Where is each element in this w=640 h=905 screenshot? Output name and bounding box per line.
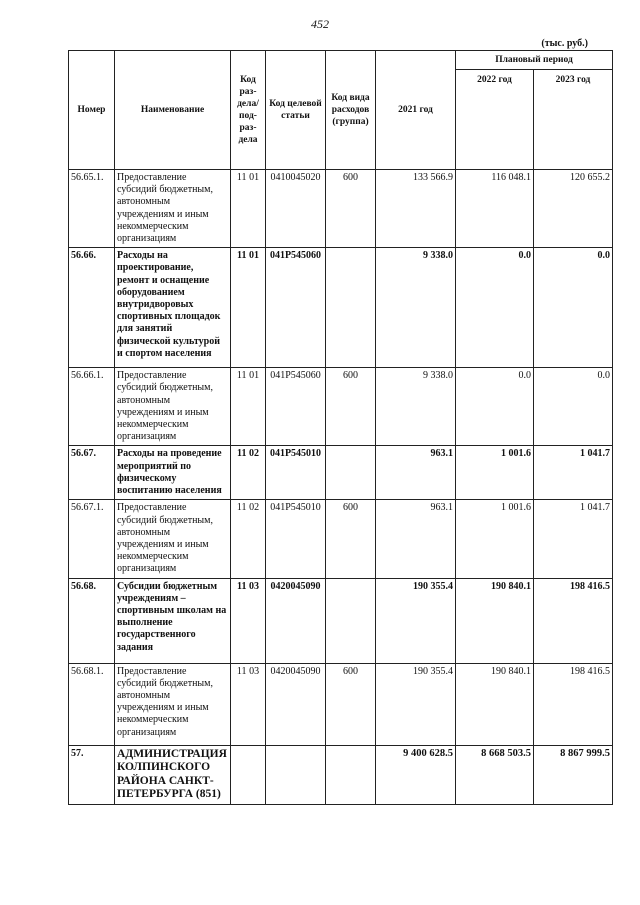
row-value-2022: 8 668 503.5 <box>456 745 534 804</box>
row-target-code <box>266 745 326 804</box>
header-planned-period: Плановый период <box>456 51 613 70</box>
row-name: Предоставление субсидий бюджетным, автономным учреждениям и иным некоммерческим организациям <box>115 500 231 578</box>
row-expense-code: 600 <box>326 500 376 578</box>
table-row <box>69 170 613 248</box>
row-value-2021: 9 338.0 <box>376 248 456 368</box>
row-target-code: 041P545060 <box>266 248 326 368</box>
row-number: 56.68. <box>69 578 115 663</box>
row-target-code: 041P545010 <box>266 446 326 500</box>
row-name: АДМИНИСТРАЦИЯ КОЛПИНСКОГО РАЙОНА САНКТ-ПЕТЕРБУРГА (851) <box>115 745 231 804</box>
row-value-2023: 198 416.5 <box>534 578 613 663</box>
row-subsection: 03 <box>249 665 260 677</box>
row-section-code <box>231 745 266 804</box>
row-value-2021: 190 355.4 <box>376 663 456 745</box>
row-section: 11 <box>237 580 247 592</box>
row-value-2021: 9 338.0 <box>376 368 456 446</box>
row-section: 11 <box>237 250 247 262</box>
row-subsection: 02 <box>249 502 260 514</box>
row-number: 56.67. <box>69 446 115 500</box>
table-body <box>69 170 613 805</box>
row-target-code: 0410045020 <box>266 170 326 248</box>
header-expense-type-code: Код вида расходов (группа) <box>326 51 376 170</box>
row-value-2022: 190 840.1 <box>456 663 534 745</box>
row-section-code <box>231 500 266 578</box>
row-section: 11 <box>236 172 247 183</box>
row-name: Расходы на проектирование, ремонт и оснащение оборудованием внутридворовых спортивных площадок для занятий физической культурой и спортом населения <box>115 248 231 368</box>
row-expense-code: 600 <box>326 663 376 745</box>
row-subsection: 01 <box>249 370 260 382</box>
row-value-2022: 1 001.6 <box>456 446 534 500</box>
row-value-2022: 190 840.1 <box>456 578 534 663</box>
row-value-2023: 1 041.7 <box>534 446 613 500</box>
row-expense-code <box>326 446 376 500</box>
row-value-2023: 120 655.2 <box>534 170 613 248</box>
row-value-2022: 0.0 <box>456 248 534 368</box>
row-number: 56.65.1. <box>69 170 115 248</box>
row-section-code <box>231 446 266 500</box>
row-section-code <box>231 368 266 446</box>
row-number: 56.68.1. <box>69 663 115 745</box>
header-section-code: Код раз- дела/ под- раз- дела <box>231 51 266 170</box>
row-section-code <box>231 578 266 663</box>
row-target-code: 041P545010 <box>266 500 326 578</box>
units-label: (тыс. руб.) <box>541 38 588 49</box>
row-value-2021: 9 400 628.5 <box>376 745 456 804</box>
row-value-2023: 198 416.5 <box>534 663 613 745</box>
row-name: Субсидии бюджетным учреждениям – спортивным школам на выполнение государственного задания <box>115 578 231 663</box>
row-subsection: 03 <box>248 580 259 592</box>
budget-table <box>68 50 613 805</box>
row-section-code <box>231 248 266 368</box>
row-value-2022: 0.0 <box>456 368 534 446</box>
header-name: Наименование <box>115 51 231 170</box>
row-expense-code <box>326 745 376 804</box>
row-section-code <box>231 170 266 248</box>
header-year-2023: 2023 год <box>534 70 613 170</box>
table-row <box>69 745 613 804</box>
table-row <box>69 368 613 446</box>
row-value-2023: 0.0 <box>534 248 613 368</box>
row-subsection: 01 <box>248 250 259 262</box>
row-value-2021: 963.1 <box>376 446 456 500</box>
row-target-code: 0420045090 <box>266 578 326 663</box>
row-section: 11 <box>237 448 247 460</box>
row-value-2022: 116 048.1 <box>456 170 534 248</box>
row-section-code <box>231 663 266 745</box>
row-value-2023: 0.0 <box>534 368 613 446</box>
row-target-code: 0420045090 <box>266 663 326 745</box>
row-target-code: 041P545060 <box>266 368 326 446</box>
row-value-2023: 8 867 999.5 <box>534 745 613 804</box>
row-name: Предоставление субсидий бюджетным, автономным учреждениям и иным некоммерческим организациям <box>115 170 231 248</box>
row-value-2021: 190 355.4 <box>376 578 456 663</box>
row-section: 11 <box>236 502 247 514</box>
table-row <box>69 446 613 500</box>
row-number: 56.66. <box>69 248 115 368</box>
row-expense-code <box>326 248 376 368</box>
row-section: 11 <box>236 665 247 677</box>
row-expense-code <box>326 578 376 663</box>
table-row <box>69 578 613 663</box>
row-number: 56.67.1. <box>69 500 115 578</box>
row-value-2021: 133 566.9 <box>376 170 456 248</box>
row-name: Предоставление субсидий бюджетным, автономным учреждениям и иным некоммерческим организациям <box>115 663 231 745</box>
table-row <box>69 500 613 578</box>
row-number: 56.66.1. <box>69 368 115 446</box>
row-subsection: 02 <box>248 448 259 460</box>
row-number: 57. <box>69 745 115 804</box>
page-number: 452 <box>311 17 329 31</box>
header-target-code: Код целевой статьи <box>266 51 326 170</box>
row-subsection: 01 <box>249 172 260 183</box>
header-year-2022: 2022 год <box>456 70 534 170</box>
row-expense-code: 600 <box>326 368 376 446</box>
header-year-2021: 2021 год <box>376 51 456 170</box>
row-name: Расходы на проведение мероприятий по физическому воспитанию населения <box>115 446 231 500</box>
table-row <box>69 663 613 745</box>
row-value-2023: 1 041.7 <box>534 500 613 578</box>
header-number: Номер <box>69 51 115 170</box>
row-name: Предоставление субсидий бюджетным, автономным учреждениям и иным некоммерческим организациям <box>115 368 231 446</box>
row-section: 11 <box>236 370 247 382</box>
row-value-2022: 1 001.6 <box>456 500 534 578</box>
row-expense-code: 600 <box>326 170 376 248</box>
table-row <box>69 248 613 368</box>
row-value-2021: 963.1 <box>376 500 456 578</box>
